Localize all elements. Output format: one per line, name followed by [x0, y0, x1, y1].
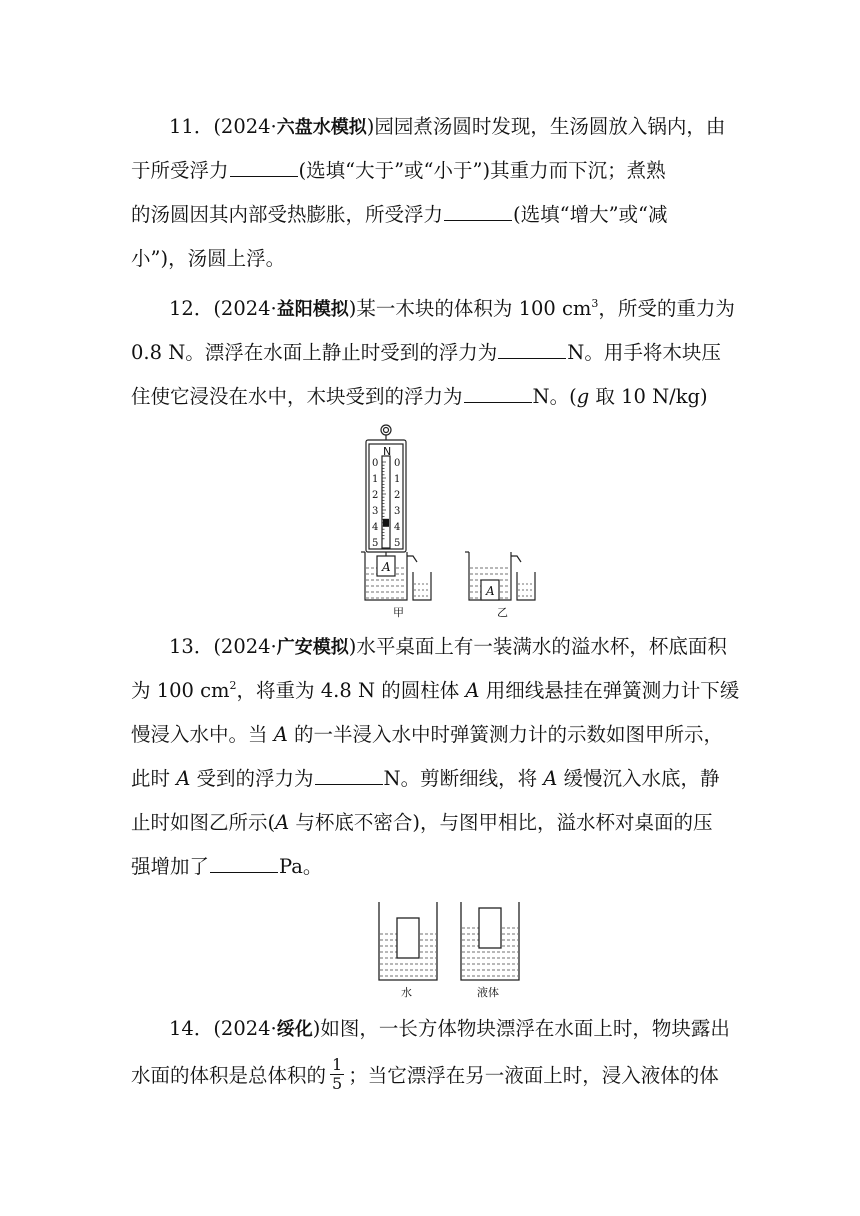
scale-number: 2 [372, 490, 379, 501]
scale-pointer [383, 519, 389, 527]
answer-blank[interactable] [498, 344, 566, 359]
figure-floating-block [372, 900, 528, 1000]
caption-jia: 甲 [393, 606, 404, 619]
answer-blank[interactable] [315, 770, 383, 785]
scale-number: 0 [394, 458, 401, 469]
block-in-liquid [479, 908, 501, 948]
question-number: 14． [169, 1017, 214, 1040]
source-label: 广安模拟 [276, 637, 349, 658]
question-number: 11． [169, 115, 214, 138]
block-in-water [397, 918, 419, 958]
svg-text:N: N [383, 445, 392, 458]
question-number: 12． [169, 297, 214, 320]
question-13: 13．(2024·广安模拟)水平桌面上有一装满水的溢水杯，杯底面积 为 100 $cm^2$，将重为 4.8 N 的圆柱体 A 用细线悬挂在弹簧测力计下缓 慢浸入水中。当 A 的一半浸入水中时弹簧测力计的示数如图甲所示， 此时 A 受到的浮力为 N。剪断细线，将 A 缓慢沉入水底，静 止时如图乙所示(A 与杯底不密合)，与图甲相比，溢水杯对桌面的压 强增加了 Pa。 [131, 635, 740, 878]
scale-number: 5 [394, 538, 401, 549]
caption-liquid: 液体 [477, 986, 499, 999]
fraction-one-fifth: $\frac{1}{5}$ [332, 1055, 343, 1093]
answer-blank[interactable] [230, 162, 298, 177]
scale-number: 3 [372, 506, 379, 517]
floating-block-diagram [372, 900, 528, 1000]
source-label: 绥化 [276, 1019, 313, 1040]
scale-number: 4 [394, 522, 401, 533]
question-11: 11．(2024·六盘水模拟)园园煮汤圆时发现，生汤圆放入锅内，由 于所受浮力 (选填“大于”或“小于”)其重力而下沉；煮熟 的汤圆因其内部受热膨胀，所受浮力 (选填“增大”或“减 小”)，汤圆上浮。 [131, 115, 726, 270]
scale-number: 1 [372, 474, 379, 485]
scale-number: 4 [372, 522, 379, 533]
caption-water: 水 [401, 986, 412, 999]
figure-spring-scale [355, 422, 555, 620]
scale-number: 1 [394, 474, 401, 485]
scale-number: 3 [394, 506, 401, 517]
answer-blank[interactable] [210, 858, 278, 873]
caption-yi: 乙 [497, 606, 508, 619]
answer-blank[interactable] [444, 206, 512, 221]
source-label: 益阳模拟 [276, 299, 349, 320]
question-14: 14．(2024·绥化)如图，一长方体物块漂浮在水面上时，物块露出 水面的体积是总体积的 $\frac{1}{5}$ ；当它漂浮在另一液面上时，浸入液体的体 [131, 1017, 730, 1093]
spring-scale-diagram [355, 422, 555, 620]
source-label: 六盘水模拟 [276, 117, 367, 138]
scale-number: 2 [394, 490, 401, 501]
scale-number: 0 [372, 458, 379, 469]
answer-blank[interactable] [464, 388, 532, 403]
svg-text:A: A [382, 560, 391, 574]
svg-text:A: A [486, 584, 495, 598]
question-12: 12．(2024·益阳模拟)某一木块的体积为 100 $cm^3$，所受的重力为 0.8 N。漂浮在水面上静止时受到的浮力为 N。用手将木块压 住使它浸没在水中，木块受到的浮力为 N。(g 取 10 N/kg) [131, 297, 735, 408]
scale-number: 5 [372, 538, 379, 549]
question-number: 13． [169, 635, 214, 658]
